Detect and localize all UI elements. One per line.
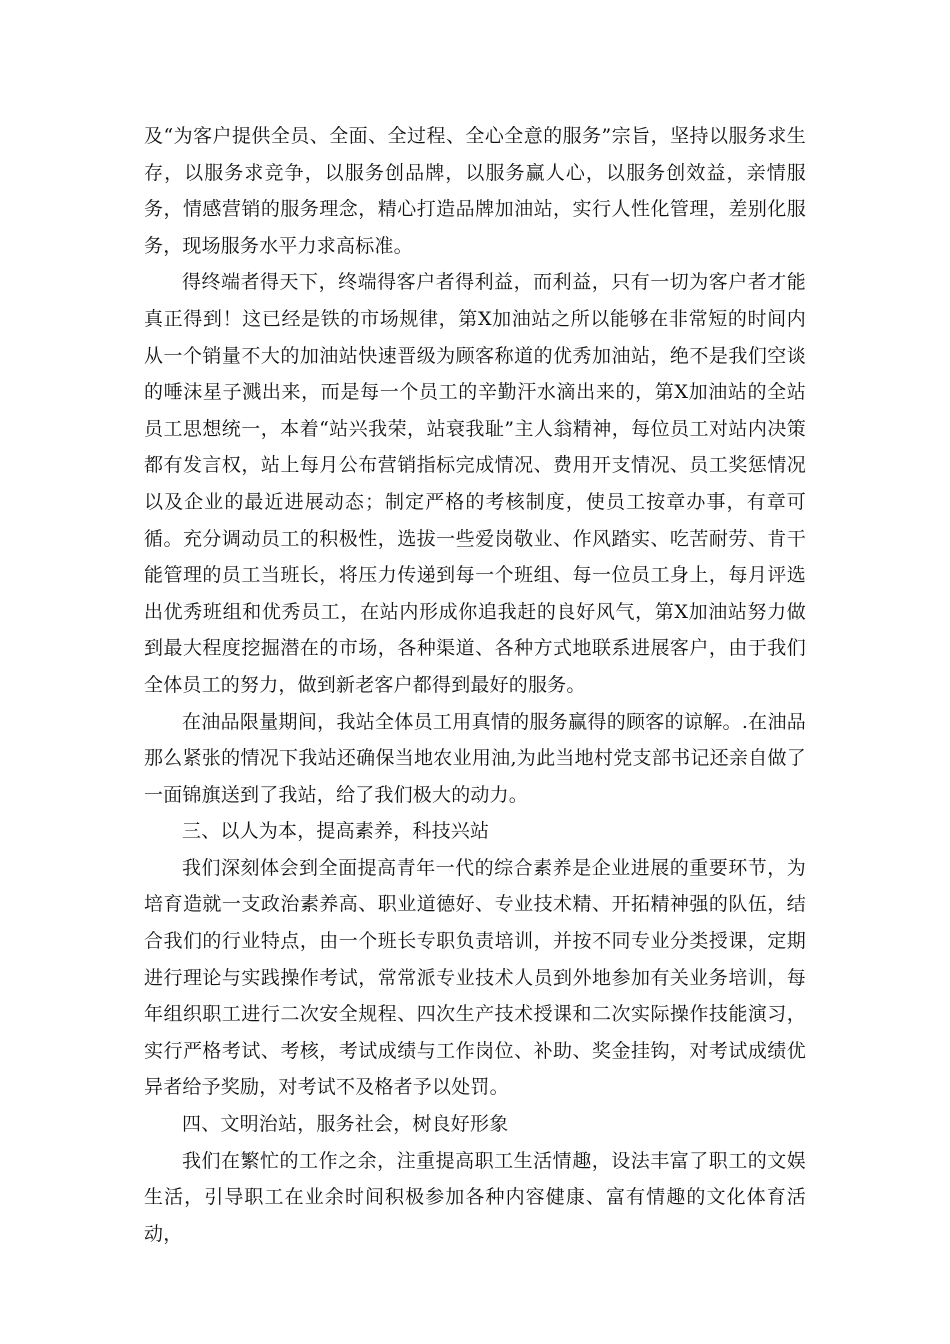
paragraph: 在油品限量期间，我站全体员工用真情的服务赢得的顾客的谅解。.在油品那么紧张的情况下我站还确保当地农业用油,为此当地村党支部书记还亲自做了一面锦旗送到了我站，给了我们极大的动力。: [144, 710, 806, 806]
paragraph: 及“为客户提供全员、全面、全过程、全心全意的服务”宗旨，坚持以服务求生存，以服务求竞争，以服务创品牌，以服务赢人心，以服务创效益，亲情服务，情感营销的服务理念，精心打造品牌加油站，实行人性化管理，差别化服务，现场服务水平力求高标准。: [144, 125, 806, 257]
section-heading: 三、以人为本，提高素养，科技兴站: [182, 820, 490, 843]
paragraph: 得终端者得天下，终端得客户者得利益，而利益，只有一切为客户者才能真正得到！这已经是铁的市场规律，第X加油站之所以能够在非常短的时间内从一个销量不大的加油站快速晋级为顾客称道的优秀加油站，绝不是我们空谈的唾沫星子溅出来，而是每一个员工的辛勤汗水滴出来的，第X加油站的全站员工思想统一，本着“站兴我荣，站衰我耻”主人翁精神，每位员工对站内决策都有发言权，站上每月公布营销指标完成情况、费用开支情况、员工奖惩情况以及企业的最近进展动态；制定严格的考核制度，使员工按章办事，有章可循。充分调动员工的积极性，选拔一些爱岗敬业、作风踏实、吃苦耐劳、肯干能管理的员工当班长，将压力传递到每一个班组、每一位员工身上，每月评选出优秀班组和优秀员工，在站内形成你追我赶的良好风气，第X加油站努力做到最大程度挖掘潜在的市场，各种渠道、各种方式地联系进展客户，由于我们全体员工的努力，做到新老客户都得到最好的服务。: [144, 271, 806, 696]
paragraph: 我们在繁忙的工作之余，注重提高职工生活情趣，设法丰富了职工的文娱生活，引导职工在业余时间积极参加各种内容健康、富有情趣的文化体育活动，: [144, 1149, 806, 1245]
section-heading: 四、文明治站，服务社会，树良好形象: [182, 1113, 509, 1136]
paragraph: 我们深刻体会到全面提高青年一代的综合素养是企业进展的重要环节，为培育造就一支政治素养高、职业道德好、专业技术精、开拓精神强的队伍，结合我们的行业特点，由一个班长专职负责培训，并按不同专业分类授课，定期进行理论与实践操作考试，常常派专业技术人员到外地参加有关业务培训，每年组织职工进行二次安全规程、四次生产技术授课和二次实际操作技能演习，实行严格考试、考核，考试成绩与工作岗位、补助、奖金挂钩，对考试成绩优异者给予奖励，对考试不及格者予以处罚。: [144, 856, 806, 1099]
document-body: [144, 118, 806, 1252]
